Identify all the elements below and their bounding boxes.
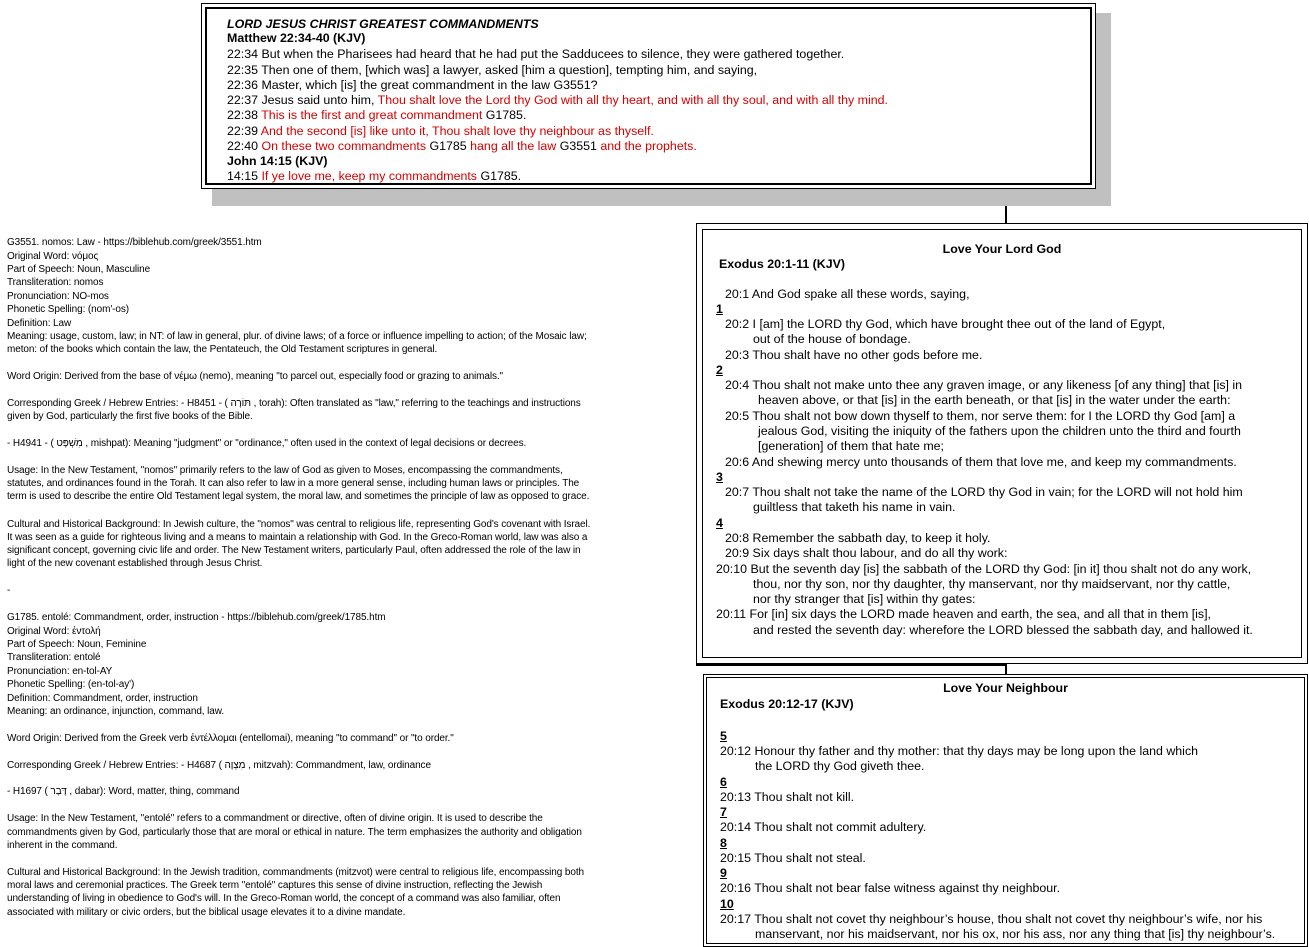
definition-line: G3551. nomos: Law - https://biblehub.com/greek/3551.htm: [7, 237, 262, 248]
verse-line: 22:36 Master, which [is] the great commandment in the law G3551?: [227, 78, 598, 92]
definition-line: understanding of living in obedience to God's will. In the Greco-Roman world, the concept of a command was also familiar, often: [7, 893, 561, 904]
definition-line: It was seen as a guide for righteous living and a means to maintain a relationship with God. In the Greco-Roman world, law was also a: [7, 532, 588, 543]
definition-line: light of the new covenant established through Jesus Christ.: [7, 558, 263, 569]
box-title: Love Your Neighbour: [943, 681, 1068, 695]
definition-line: moral laws and ceremonial practices. The Greek term "entolé" captures this sense of divine instruction, reflecting the Jewish: [7, 880, 543, 891]
definition-line: meton: of the books which contain the law, the Pentateuch, the Old Testament scriptures in general.: [7, 344, 438, 355]
definition-line: significant concept, governing civic life and order. The New Testament writers, particularly Paul, often addressed the role of the law in: [7, 545, 581, 556]
verse-line: 20:16 Thou shalt not bear false witness against thy neighbour.: [720, 881, 1061, 895]
commandment-number: 6: [720, 775, 727, 789]
definition-line: Definition: Commandment, order, instruction: [7, 693, 198, 704]
verse-line: 20:10 But the seventh day [is] the sabbath of the LORD thy God: [in it] thou shalt not do any work,: [716, 562, 1252, 576]
definition-line: Cultural and Historical Background: In the Jewish tradition, commandments (mitzvot) were central to religious life, encompassing both: [7, 867, 584, 878]
verse-line: 20:8 Remember the sabbath day, to keep it holy.: [725, 531, 991, 545]
commandment-number: 10: [720, 897, 734, 911]
verse-line: 22:39 And the second [is] like unto it, Thou shalt love thy neighbour as thyself.: [227, 124, 654, 138]
definition-line: Cultural and Historical Background: In Jewish culture, the "nomos" was central to religious life, representing God's covenant with Israel.: [7, 519, 591, 530]
definition-line: associated with military or civic orders, but the biblical usage elevates it to a divine mandate.: [7, 907, 406, 918]
definition-line: Usage: In the New Testament, "entolé" refers to a commandment or directive, often of divine origin. It is used to describe the: [7, 813, 543, 824]
verse-line: 20:6 And shewing mercy unto thousands of them that love me, and keep my commandments.: [725, 455, 1237, 469]
verse-line: 20:11 For [in] six days the LORD made heaven and earth, the sea, and all that in them [is],: [716, 607, 1211, 621]
verse-line: 20:12 Honour thy father and thy mother: that thy days may be long upon the land which: [720, 744, 1199, 758]
definition-line: Usage: In the New Testament, "nomos" primarily refers to the law of God as given to Moses, encompassing the commandments,: [7, 465, 563, 476]
definition-line: G1785. entolé: Commandment, order, instruction - https://biblehub.com/greek/1785.htm: [7, 612, 386, 623]
scripture-reference: Exodus 20:12-17 (KJV): [720, 697, 854, 711]
commandment-number: 3: [716, 470, 723, 484]
verse-line: heaven above, or that [is] in the earth beneath, or that [is] in the water under the earth:: [758, 393, 1231, 407]
verse-line: 22:35 Then one of them, [which was] a lawyer, asked [him a question], tempting him, and saying,: [227, 63, 758, 77]
definition-line: Corresponding Greek / Hebrew Entries: - H4687 ( מִצְוָה , mitzvah): Commandment, law, ordinance: [7, 760, 431, 771]
verse-line: 20:17 Thou shalt not covet thy neighbour’s house, thou shalt not covet thy neighbour’s wife, nor his: [720, 912, 1263, 926]
definition-line: Part of Speech: Noun, Masculine: [7, 264, 151, 275]
commandment-number: 5: [720, 729, 727, 743]
verse-line: 22:40 On these two commandments G1785 hang all the law G3551 and the prophets.: [227, 139, 697, 153]
definition-line: - H4941 - ( מִשְׁפָּט , mishpat): Meaning "judgment" or "ordinance," often used in the context of legal decisions or decrees.: [7, 438, 527, 449]
verse-line: nor thy stranger that [is] within thy gates:: [753, 592, 976, 606]
commandment-number: 9: [720, 866, 727, 880]
verse-line: 20:2 I [am] the LORD thy God, which have brought thee out of the land of Egypt,: [725, 317, 1166, 331]
definition-line: Phonetic Spelling: (nom'-os): [7, 304, 129, 315]
connector-line: [1005, 664, 1007, 674]
verse-line: guiltless that taketh his name in vain.: [753, 500, 956, 514]
definition-line: Word Origin: Derived from the Greek verb ἐντέλλομαι (entellomai), meaning "to command" or "to order.": [7, 733, 454, 744]
definition-line: statutes, and ordinances found in the Torah. It can also refer to law in a more general sense, including human laws or principles. The: [7, 478, 580, 489]
verse-line: 22:34 But when the Pharisees had heard that he had put the Sadducees to silence, they were gathered together.: [227, 47, 845, 61]
verse-line: 20:15 Thou shalt not steal.: [720, 851, 866, 865]
verse-line: 20:9 Six days shalt thou labour, and do all thy work:: [725, 546, 1008, 560]
definition-line: Original Word: ἐντολή: [7, 626, 101, 637]
definition-line: Part of Speech: Noun, Feminine: [7, 639, 147, 650]
scripture-reference: Matthew 22:34-40 (KJV): [227, 31, 366, 45]
definition-line: given by God, particularly the first five books of the Bible.: [7, 411, 253, 422]
scripture-reference: John 14:15 (KJV): [227, 154, 328, 168]
verse-line: out of the house of bondage.: [753, 332, 911, 346]
box-title: LORD JESUS CHRIST GREATEST COMMANDMENTS: [227, 17, 539, 31]
definition-line: commandments given by God, particularly those that are moral or ethical in nature. The term emphasizes the authority and obligation: [7, 827, 582, 838]
verse-line: jealous God, visiting the iniquity of the fathers upon the children unto the third and fourth: [758, 424, 1241, 438]
box-title: Love Your Lord God: [942, 242, 1062, 256]
definition-line: Definition: Law: [7, 318, 72, 329]
verse-line: 20:13 Thou shalt not kill.: [720, 790, 855, 804]
definition-line: Phonetic Spelling: (en-tol-ay'): [7, 679, 135, 690]
verse-line: 20:5 Thou shalt not bow down thyself to them, nor serve them: for I the LORD thy God [am] a: [725, 409, 1236, 423]
verse-line: 22:37 Jesus said unto him, Thou shalt love the Lord thy God with all thy heart, and with all thy soul, and with all thy mind.: [227, 93, 888, 107]
definition-line: Pronunciation: en-tol-AY: [7, 666, 113, 677]
verse-line: thou, nor thy son, nor thy daughter, thy manservant, nor thy maidservant, nor thy cattle,: [753, 577, 1231, 591]
scripture-reference: Exodus 20:1-11 (KJV): [719, 257, 846, 271]
definition-line: Transliteration: entolé: [7, 652, 101, 663]
verse-line: 20:7 Thou shalt not take the name of the LORD thy God in vain; for the LORD will not hold him: [725, 485, 1243, 499]
verse-line: the LORD thy God giveth thee.: [755, 759, 925, 773]
verse-line: 20:4 Thou shalt not make unto thee any graven image, or any likeness [of any thing] that [is] in: [725, 378, 1243, 392]
commandment-number: 1: [716, 302, 723, 316]
definition-line: Transliteration: nomos: [7, 277, 104, 288]
definition-line: Meaning: usage, custom, law; in NT: of law in general, plur. of divine laws; of a force or influence impelling to action; of the Mosaic law;: [7, 331, 587, 342]
verse-line: 22:38 This is the first and great commandment G1785.: [227, 108, 527, 122]
commandment-number: 8: [720, 836, 727, 850]
commandment-number: 4: [716, 516, 723, 530]
definition-line: term is used to describe the entire Old Testament legal system, the moral law, and sometimes the principle of law as opposed to grace.: [7, 491, 590, 502]
definition-line: -: [7, 585, 11, 596]
verse-line: 20:1 And God spake all these words, saying,: [725, 287, 970, 301]
definition-line: Word Origin: Derived from the base of νέμω (nemo), meaning "to parcel out, especially food or grazing to animals.": [7, 371, 503, 382]
commandment-number: 7: [720, 805, 727, 819]
definition-line: Pronunciation: NO-mos: [7, 291, 109, 302]
definition-line: Meaning: an ordinance, injunction, command, law.: [7, 706, 224, 717]
verse-line: [generation] of them that hate me;: [758, 439, 944, 453]
verse-line: manservant, nor his maidservant, nor his ox, nor his ass, nor any thing that [is] thy neighbour’s.: [755, 927, 1276, 941]
love-neighbour-box: [703, 674, 1308, 947]
verse-line: 20:14 Thou shalt not commit adultery.: [720, 820, 927, 834]
definition-line: Corresponding Greek / Hebrew Entries: - H8451 - ( תּוֹרָה , torah): Often translated as "law," referring to the teachings and instructions: [7, 398, 581, 409]
verse-line: and rested the seventh day: wherefore the LORD blessed the sabbath day, and hallowed it.: [753, 623, 1253, 637]
connector-line: [696, 664, 1007, 666]
definition-line: inherent in the command.: [7, 840, 118, 851]
love-lord-god-box: [696, 223, 1308, 664]
verse-line: 20:3 Thou shalt have no other gods before me.: [725, 348, 983, 362]
verse-line: 14:15 If ye love me, keep my commandments G1785.: [227, 169, 522, 183]
definition-line: Original Word: νόμος: [7, 251, 99, 262]
commandment-number: 2: [716, 363, 723, 377]
definition-line: - H1697 ( דָּבָר , dabar): Word, matter, thing, command: [7, 786, 240, 797]
